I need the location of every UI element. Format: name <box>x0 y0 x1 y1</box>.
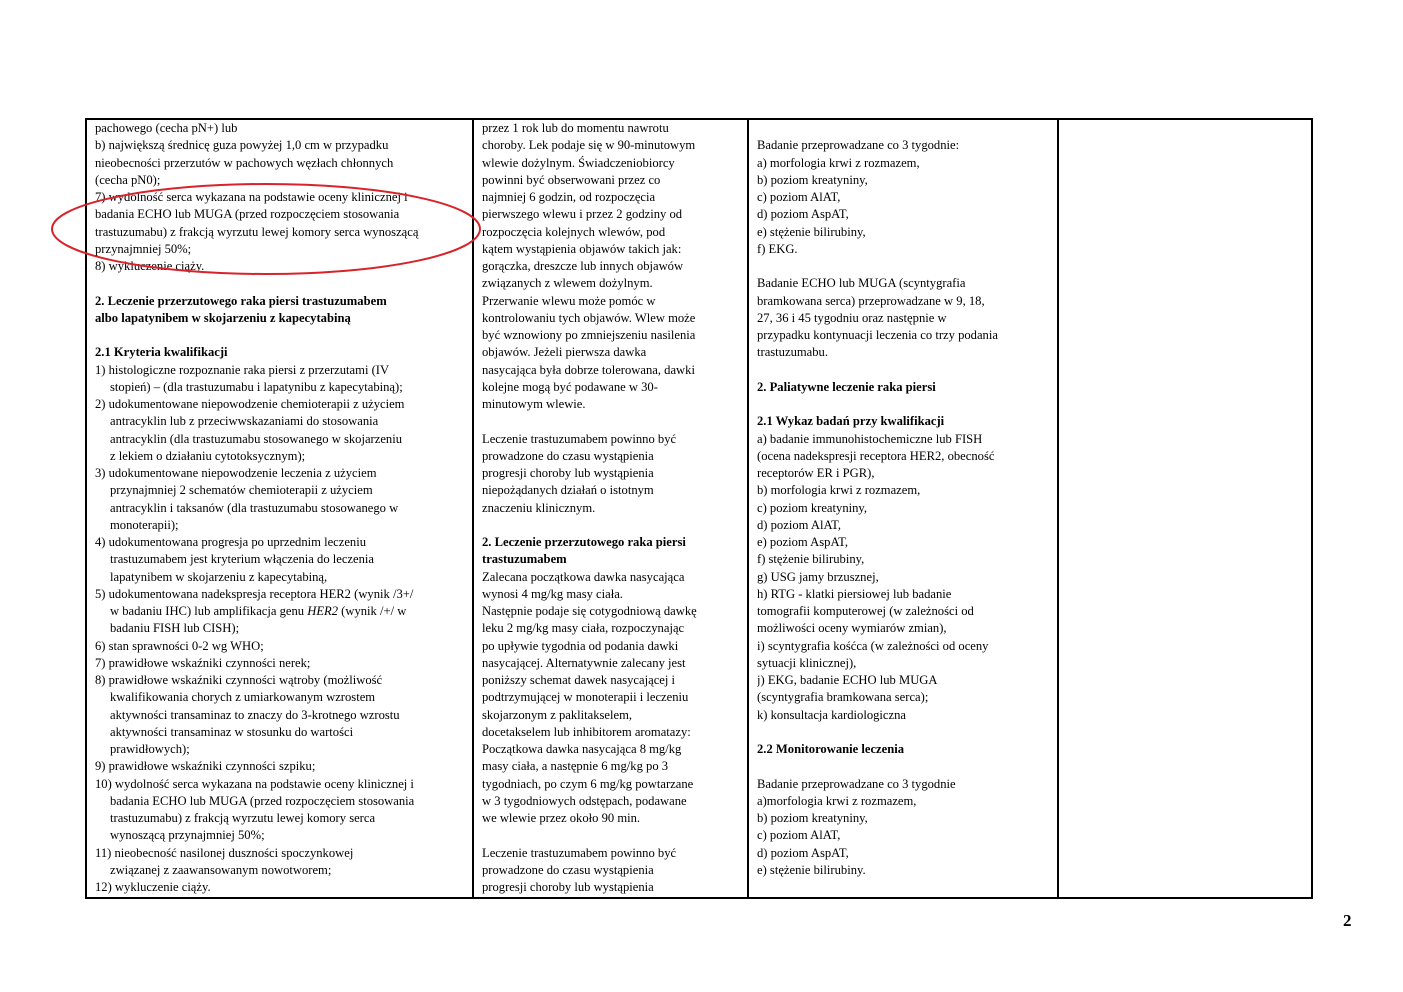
text-line: tygodniach, po czym 6 mg/kg powtarzane <box>482 776 694 791</box>
text-line: Leczenie trastuzumabem powinno być <box>482 431 677 446</box>
column-diagnostics <box>748 119 1058 898</box>
text-line: nasycająca była dobrze tolerowana, dawki <box>482 362 695 377</box>
text-line: prowadzone do czasu wystąpienia <box>482 448 654 463</box>
list-item: e) stężenie bilirubiny. <box>757 862 866 877</box>
list-item: h) RTG - klatki piersiowej lub badanie <box>757 586 952 601</box>
list-item: w badaniu IHC) lub amplifikacja genu HER2 (wynik /+/ w <box>110 604 407 618</box>
section-heading: 2. Leczenie przerzutowego raka piersi trastuzumabem <box>95 293 387 308</box>
text-line: trastuzumabu) z frakcją wyrzutu lewej komory serca wynoszącą <box>95 224 419 239</box>
text-line: we wlewie przez około 90 min. <box>482 811 641 825</box>
column-qualification-criteria <box>86 119 473 898</box>
text-line: pachowego (cecha pN+) lub <box>95 121 238 135</box>
text-line: minutowym wlewie. <box>482 397 586 411</box>
text-line: związanych z wlewem dożylnym. <box>482 276 653 291</box>
list-item: wynoszącą przynajmniej 50%; <box>110 828 265 843</box>
list-item: e) poziom AspAT, <box>757 535 849 549</box>
list-item: 6) stan sprawności 0-2 wg WHO; <box>95 638 264 653</box>
text-line: poniższy schemat dawek nasycającej i <box>482 673 676 687</box>
text-line: Badanie przeprowadzane co 3 tygodnie <box>757 776 956 791</box>
list-item: a) morfologia krwi z rozmazem, <box>757 155 920 170</box>
gene-name: HER2 <box>307 604 339 618</box>
list-item: c) poziom AlAT, <box>757 190 841 204</box>
text-line: bramkowana serca) przeprowadzane w 9, 18, <box>757 293 985 308</box>
list-item: i) scyntygrafia kośćca (w zależności od oceny <box>757 638 989 653</box>
subsection-heading: 2.2 Monitorowanie leczenia <box>757 742 905 756</box>
list-item: 10) wydolność serca wykazana na podstawie oceny klinicznej i <box>95 776 414 791</box>
text-line: wynosi 4 mg/kg masy ciała. <box>482 586 623 601</box>
list-item: 3) udokumentowane niepowodzenie leczenia z użyciem <box>95 466 377 480</box>
text-line: nieobecności przerzutów w pachowych węzłach chłonnych <box>95 155 394 170</box>
list-item: trastuzumabem jest kryterium włączenia do leczenia <box>110 552 375 567</box>
list-item: kwalifikowania chorych z umiarkowanym wzrostem <box>110 690 376 705</box>
list-item: 5) udokumentowana nadekspresja receptora HER2 (wynik /3+/ <box>95 586 414 601</box>
list-item: badania ECHO lub MUGA (przed rozpoczęciem stosowania <box>110 793 415 808</box>
text-line: Początkowa dawka nasycająca 8 mg/kg <box>482 742 682 756</box>
list-item: 2) udokumentowane niepowodzenie chemioterapii z użyciem <box>95 397 405 411</box>
text-line: najmniej 6 godzin, od rozpoczęcia <box>482 190 656 204</box>
list-item: j) EKG, badanie ECHO lub MUGA <box>757 673 938 687</box>
list-item: związanej z zaawansowanym nowotworem; <box>110 862 332 877</box>
list-item: 11) nieobecność nasilonej duszności spoczynkowej <box>95 845 354 860</box>
text-line: przez 1 rok lub do momentu nawrotu <box>482 121 669 135</box>
text-line: powinni być obserwowani przez co <box>482 172 661 187</box>
text-line: trastuzumabu. <box>757 345 828 360</box>
list-item: f) stężenie bilirubiny, <box>757 552 865 567</box>
text-line: Następnie podaje się cotygodniową dawkę <box>482 604 697 618</box>
text-line: docetakselem lub inhibitorem aromatazy: <box>482 724 691 739</box>
list-item: receptorów ER i PGR), <box>757 466 875 480</box>
list-item: 4) udokumentowana progresja po uprzednim leczeniu <box>95 535 367 549</box>
list-item: e) stężenie bilirubiny, <box>757 224 866 239</box>
list-item: monoterapii); <box>110 517 179 532</box>
text-line: być wznowiony po zmniejszeniu nasilenia <box>482 328 696 342</box>
text-line: 7) wydolność serca wykazana na podstawie oceny klinicznej i <box>95 190 408 204</box>
text-line: w 3 tygodniowych odstępach, podawane <box>482 793 687 808</box>
section-heading: 2. Paliatywne leczenie raka piersi <box>757 379 936 394</box>
list-item: trastuzumabu) z frakcją wyrzutu lewej komory serca <box>110 811 376 825</box>
text-line: choroby. Lek podaje się w 90-minutowym <box>482 138 696 153</box>
list-item: przynajmniej 2 schematów chemioterapii z użyciem <box>110 483 373 498</box>
list-item: d) poziom AspAT, <box>757 207 849 222</box>
text-line: znaczeniu klinicznym. <box>482 500 596 515</box>
text-line: 8) wykluczenie ciąży. <box>95 259 205 273</box>
list-item: 1) histologiczne rozpoznanie raka piersi z przerzutami (IV <box>95 362 390 377</box>
list-item: 8) prawidłowe wskaźniki czynności wątroby (możliwość <box>95 673 383 687</box>
list-item: badaniu FISH lub CISH); <box>110 621 240 636</box>
text-line: Przerwanie wlewu może pomóc w <box>482 293 656 308</box>
text-line: Badanie przeprowadzane co 3 tygodnie: <box>757 138 960 153</box>
column-dosage <box>473 119 748 898</box>
table-row <box>86 119 1312 898</box>
subsection-heading: 2.1 Kryteria kwalifikacji <box>95 345 228 360</box>
list-item: (scyntygrafia bramkowana serca); <box>757 690 929 705</box>
list-item: (ocena nadekspresji receptora HER2, obecność <box>757 448 995 463</box>
list-item: g) USG jamy brzusznej, <box>757 569 879 584</box>
text-line: wlewie dożylnym. Świadczeniobiorcy <box>482 155 675 170</box>
list-item: 12) wykluczenie ciąży. <box>95 880 211 894</box>
list-item: d) poziom AlAT, <box>757 517 842 532</box>
text-line: masy ciała, a następnie 6 mg/kg po 3 <box>482 759 669 774</box>
list-item: 9) prawidłowe wskaźniki czynności szpiku; <box>95 759 316 774</box>
text-line: b) największą średnicę guza powyżej 1,0 cm w przypadku <box>95 138 389 153</box>
list-item: z lekiem o działaniu cytotoksycznym); <box>110 448 306 463</box>
text-line: kolejne mogą być podawane w 30- <box>482 379 658 394</box>
list-item: antracyklin (dla trastuzumabu stosowanego w skojarzeniu <box>110 431 403 446</box>
subsection-heading: 2.1 Wykaz badań przy kwalifikacji <box>757 414 945 429</box>
list-item: a) badanie immunohistochemiczne lub FISH <box>757 431 983 446</box>
list-item: antracyklin i taksanów (dla trastuzumabu stosowanego w <box>110 500 399 515</box>
list-item: aktywności transaminaz w stosunku do wartości <box>110 724 354 739</box>
list-item: c) poziom AlAT, <box>757 828 841 843</box>
list-item: a)morfologia krwi z rozmazem, <box>757 793 917 808</box>
text-line: niepożądanych działań o istotnym <box>482 483 654 498</box>
text-line: rozpoczęcia kolejnych wlewów, pod <box>482 224 666 239</box>
list-item: lapatynibem w skojarzeniu z kapecytabiną, <box>110 569 328 584</box>
list-item: 7) prawidłowe wskaźniki czynności nerek; <box>95 655 311 670</box>
text-line: objawów. Jeżeli pierwsza dawka <box>482 345 647 360</box>
text-line: kontrolowaniu tych objawów. Wlew może <box>482 310 696 325</box>
list-item: stopień) – (dla trastuzumabu i lapatynibu z kapecytabiną); <box>110 379 403 394</box>
text-line: kątem wystąpienia objawów takich jak: <box>482 241 682 256</box>
text-line: podtrzymującej w monoterapii i leczeniu <box>482 690 689 705</box>
text-line: pierwszego wlewu i przez 2 godziny od <box>482 207 683 222</box>
section-heading: 2. Leczenie przerzutowego raka piersi <box>482 535 686 549</box>
text-line: Zalecana początkowa dawka nasycająca <box>482 569 685 584</box>
list-item: k) konsultacja kardiologiczna <box>757 707 906 722</box>
list-item: prawidłowych); <box>110 742 190 756</box>
list-item: f) EKG. <box>757 241 798 256</box>
text-line: skojarzonym z paklitakselem, <box>482 707 633 722</box>
text-line: (cecha pN0); <box>95 172 161 187</box>
text-line: przypadku kontynuacji leczenia co trzy podania <box>757 328 998 342</box>
page-number: 2 <box>1343 911 1352 930</box>
list-item: c) poziom kreatyniny, <box>757 500 868 515</box>
list-item: b) morfologia krwi z rozmazem, <box>757 483 921 498</box>
section-heading: albo lapatynibem w skojarzeniu z kapecytabiną <box>95 310 351 325</box>
text-line: leku 2 mg/kg masy ciała, rozpoczynając <box>482 621 685 636</box>
text-line: prowadzone do czasu wystąpienia <box>482 862 654 877</box>
list-item: b) poziom kreatyniny, <box>757 811 868 825</box>
list-item: b) poziom kreatyniny, <box>757 172 868 187</box>
text-line: po upływie tygodnia od podania dawki <box>482 638 679 653</box>
text-line: Leczenie trastuzumabem powinno być <box>482 845 677 860</box>
column-empty <box>1058 119 1312 898</box>
text-line: przynajmniej 50%; <box>95 241 192 256</box>
list-item: sytuacji klinicznej), <box>757 655 857 670</box>
list-item: antracyklin lub z przeciwwskazaniami do stosowania <box>110 414 379 429</box>
list-item: możliwości oceny wymiarów zmian), <box>757 621 947 636</box>
text-line: progresji choroby lub wystąpienia <box>482 466 654 480</box>
text-line: 27, 36 i 45 tygodniu oraz następnie w <box>757 310 947 325</box>
text-line: badania ECHO lub MUGA (przed rozpoczęciem stosowania <box>95 207 400 222</box>
document-table <box>85 118 1313 899</box>
list-item: aktywności transaminaz to znaczy do 3-krotnego wzrostu <box>110 707 400 722</box>
text-line: Badanie ECHO lub MUGA (scyntygrafia <box>757 276 966 291</box>
text-line: gorączka, dreszcze lub innych objawów <box>482 259 684 273</box>
text-line: nasycającej. Alternatywnie zalecany jest <box>482 655 686 670</box>
section-heading: trastuzumabem <box>482 552 567 567</box>
text-line: progresji choroby lub wystąpienia <box>482 880 654 894</box>
list-item: d) poziom AspAT, <box>757 845 849 860</box>
list-item: tomografii komputerowej (w zależności od <box>757 604 974 618</box>
